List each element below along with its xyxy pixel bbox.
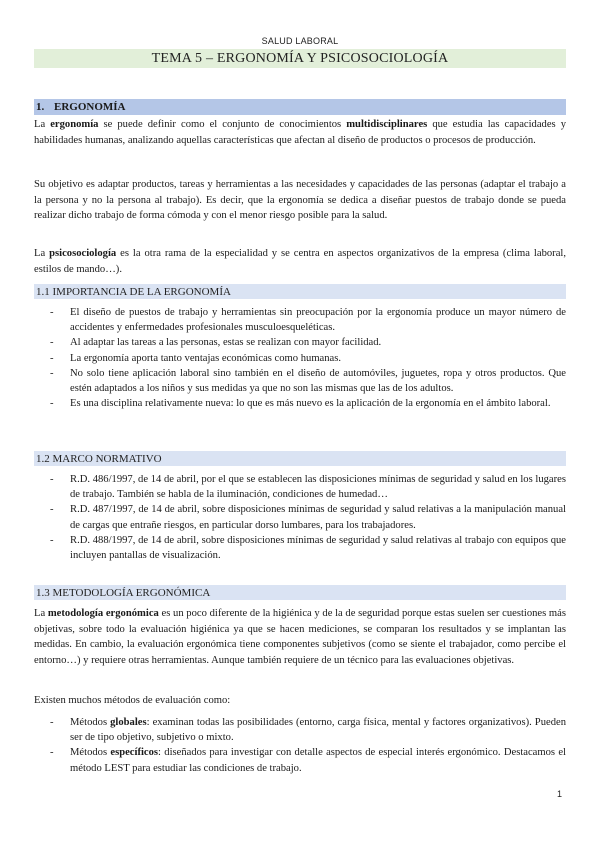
text-run: La xyxy=(34,248,50,259)
list-item: - R.D. 488/1997, de 14 de abril, sobre disposiciones mínimas de seguridad y salud relativas al trabajo con equipos que incluyen pantallas de visualización. xyxy=(34,533,566,563)
bold-term: psicosociología xyxy=(49,248,117,259)
list-item: - R.D. 486/1997, de 14 de abril, por el que se establecen las disposiciones mínimas de seguridad y salud en los lugares de trabajo. También se habla de la iluminación, condiciones de humedad… xyxy=(34,472,566,502)
bold-term: globales xyxy=(110,717,147,728)
text-run: que estudia las capacidades y habilidades humanas, analizando aquellas características que afectan al diseño de productos o procesos de producción. xyxy=(34,119,567,146)
metodos-list xyxy=(34,715,566,776)
paragraph-metodos-intro: Existen muchos métodos de evaluación como: xyxy=(34,695,231,706)
bold-term: específicos xyxy=(110,747,159,759)
text-run: : examinan todas las posibilidades (entorno, carga física, mental y factores organizativos). Pueden ser de tipo objetivo, subjetivo o mixto. xyxy=(70,717,566,744)
bold-term: multidisciplinares xyxy=(346,119,428,130)
text-run: Métodos xyxy=(70,717,111,728)
paragraph-objective: Su objetivo es adaptar productos, tareas y herramientas a las necesidades y capacidades de las personas (adaptar el trabajo a la persona y no la persona al trabajo). Es decir, que la ergonomía se dedica a diseñar puestos de trabajo donde se pueda realizar dicho trabajo de forma cómoda y con el menor riesgo posible para la salud. xyxy=(34,179,566,221)
paragraph-metodologia xyxy=(34,606,566,668)
list-item: - El diseño de puestos de trabajo y herramientas sin preocupación por la ergonomía produce un mayor número de accidentes y enfermedades profesionales musculoesqueléticas. xyxy=(34,305,566,335)
page-title: TEMA 5 – ERGONOMÍA Y PSICOSOCIOLOGÍA xyxy=(34,49,566,68)
text-run: es un poco diferente de la higiénica y de la de seguridad porque estas suelen ser cuestiones más objetivas, sobre todo la evaluación higiénica ya que se hacen mediciones, se comparan los resultados y se implantan las medidas. En cambio, la evaluación ergonómica tiene componentes subjetivos (como se siente el trabajador, como percibe el entorno…) y requiere otras herramientas. Aunque también requiere de un técnico para las evaluaciones objetivas. xyxy=(34,608,567,666)
bold-term: ergonomía xyxy=(50,119,99,130)
text-run: : diseñados para investigar con detalle aspectos de especial interés ergonómico. Destacamos el método LEST para estudiar las condiciones de trabajo. xyxy=(70,747,566,774)
list-item: - La ergonomía aporta tanto ventajas económicas como humanas. xyxy=(34,351,566,366)
subsection-heading-metodologia: 1.3 METODOLOGÍA ERGONÓMICA xyxy=(34,585,566,600)
list-item: - R.D. 487/1997, de 14 de abril, sobre disposiciones mínimas de seguridad y salud relativas a la manipulación manual de cargas que entrañe riesgos, en particular dorso lumbares, para los trabajadores. xyxy=(34,502,566,532)
page-number: 1 xyxy=(557,789,563,799)
list-item xyxy=(34,715,566,745)
text-run: se puede definir como el conjunto de conocimientos xyxy=(98,119,347,130)
list-item xyxy=(34,745,566,775)
running-header: SALUD LABORAL xyxy=(261,36,339,46)
text-run: La xyxy=(34,608,48,619)
section-number: 1. xyxy=(36,101,45,113)
bold-term: metodología ergonómica xyxy=(47,608,159,619)
importancia-list xyxy=(34,305,566,411)
paragraph-psicosociologia xyxy=(34,246,566,277)
paragraph-definition xyxy=(34,117,566,148)
text-run: La xyxy=(34,119,51,130)
section-heading-ergonomia xyxy=(34,99,566,115)
section-title: ERGONOMÍA xyxy=(54,101,126,113)
text-run: Métodos xyxy=(70,747,111,759)
subsection-heading-importancia: 1.1 IMPORTANCIA DE LA ERGONOMÍA xyxy=(34,284,566,299)
list-item: - No solo tiene aplicación laboral sino también en el diseño de automóviles, juguetes, ropa y otros productos. Que estén adaptados a los niños y sus medidas ya que no son las mismas que las de los adultos. xyxy=(34,366,566,396)
marco-normativo-list xyxy=(34,472,566,563)
subsection-heading-marco-normativo: 1.2 MARCO NORMATIVO xyxy=(34,451,566,466)
list-item: - Es una disciplina relativamente nueva: lo que es más nuevo es la aplicación de la ergonomía en el ámbito laboral. xyxy=(34,396,566,411)
list-item: - Al adaptar las tareas a las personas, estas se realizan con mayor facilidad. xyxy=(34,335,566,350)
text-run: es la otra rama de la especialidad y se centra en aspectos organizativos de la empresa (clima laboral, estilos de mando…). xyxy=(34,248,566,275)
